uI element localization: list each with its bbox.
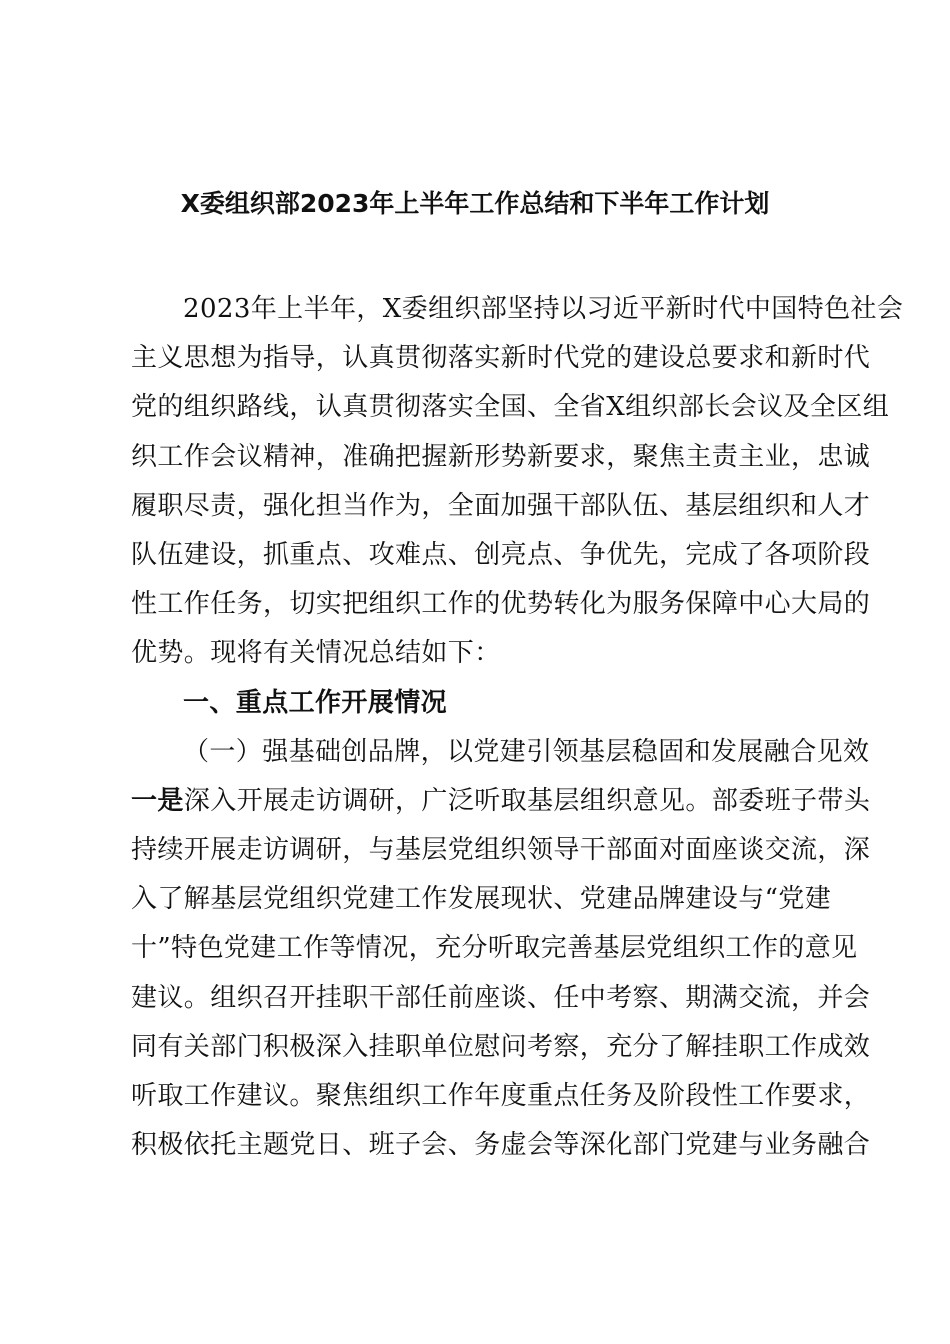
paragraph-line: 十”特色党建工作等情况，充分听取完善基层党组织工作的意见: [131, 933, 858, 964]
paragraph-line: 2023年上半年，X委组织部坚持以习近平新时代中国特色社会: [183, 294, 904, 324]
point-lead: 一是: [131, 785, 184, 816]
section-heading: 一、重点工作开展情况: [183, 687, 448, 718]
paragraph-line: 建议。组织召开挂职干部任前座谈、任中考察、期满交流，并会: [131, 982, 871, 1013]
paragraph-line: 队伍建设，抓重点、攻难点、创亮点、争优先，完成了各项阶段: [131, 539, 871, 570]
paragraph-line: [131, 777, 871, 826]
document-title: X委组织部2023年上半年工作总结和下半年工作计划: [180, 189, 770, 218]
paragraph-line: 入了解基层党组织党建工作发展现状、党建品牌建设与“党建: [131, 884, 832, 915]
paragraph-line: 性工作任务，切实把组织工作的优势转化为服务保障中心大局的: [131, 589, 871, 620]
paragraph-line: 织工作会议精神，准确把握新形势新要求，聚焦主责主业，忠诚: [131, 441, 871, 472]
paragraph-line: 主义思想为指导，认真贯彻落实新时代党的建设总要求和新时代: [131, 343, 871, 374]
paragraph-line: 听取工作建议。聚焦组织工作年度重点任务及阶段性工作要求，: [131, 1081, 871, 1111]
subsection-heading: （一）强基础创品牌，以党建引领基层稳固和发展融合见效: [183, 736, 870, 767]
paragraph-line: 党的组织路线，认真贯彻落实全国、全省X组织部长会议及全区组: [131, 392, 890, 423]
paragraph-line: 同有关部门积极深入挂职单位慰问考察，充分了解挂职工作成效: [131, 1031, 871, 1062]
document-body: [131, 285, 904, 1170]
point-text: 深入开展走访调研，广泛听取基层组织意见。部委班子带头: [183, 785, 871, 816]
paragraph-line: 积极依托主题党日、班子会、务虚会等深化部门党建与业务融合: [131, 1130, 871, 1161]
paragraph-line: 履职尽责，强化担当作为，全面加强干部队伍、基层组织和人才: [131, 490, 871, 521]
paragraph-line: 优势。现将有关情况总结如下：: [131, 638, 501, 669]
paragraph-line: 持续开展走访调研，与基层党组织领导干部面对面座谈交流，深: [131, 835, 871, 866]
